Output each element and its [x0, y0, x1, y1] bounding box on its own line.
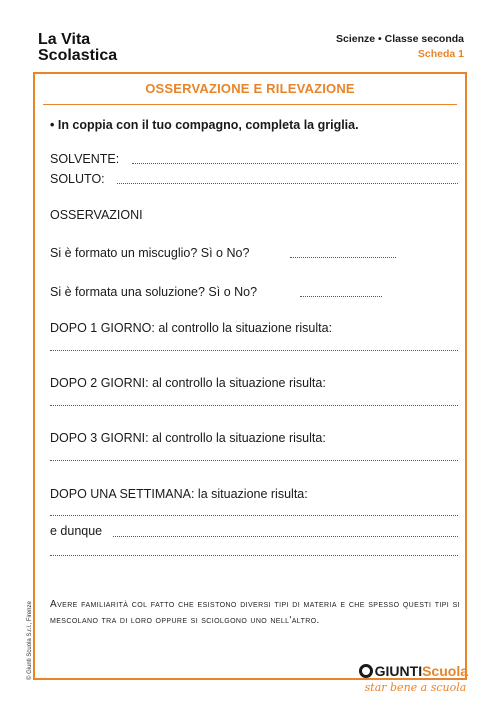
soluto-answer-line[interactable]	[117, 182, 458, 184]
title-divider	[43, 104, 457, 105]
copyright-credit	[27, 560, 39, 680]
dunque-answer-line-2[interactable]	[50, 554, 458, 556]
teacher-note: Avere familiarità col fatto che esistono diversi tipi di materia e che spesso questi tipi si mescolano tra di loro oppure si sciolgono uno nell'altro.	[50, 599, 460, 626]
header-info	[336, 32, 464, 62]
dopo-3-giorni-answer-line[interactable]	[50, 459, 458, 461]
soluzione-question: Si è formata una soluzione? Sì o No?	[50, 285, 258, 299]
brand-scuola: Scuola	[422, 663, 468, 679]
miscuglio-answer-line[interactable]	[290, 256, 396, 258]
worksheet-title: OSSERVAZIONE E RILEVAZIONE	[145, 81, 355, 96]
publisher-brand	[359, 663, 468, 694]
dopo-2-giorni-label: DOPO 2 GIORNI: al controllo la situazione risulta:	[50, 376, 326, 390]
dopo-1-giorno-answer-line[interactable]	[50, 349, 458, 351]
dunque-label: e dunque	[50, 524, 103, 538]
dopo-1-giorno-label: DOPO 1 GIORNO: al controllo la situazione risulta:	[50, 321, 333, 335]
dopo-settimana-answer-line[interactable]	[50, 514, 458, 516]
brand-tagline: star bene a scuola	[364, 681, 467, 694]
solvente-label: SOLVENTE:	[50, 152, 120, 166]
subject-label: Scienze • Classe seconda	[336, 33, 464, 45]
logo-line-2: Scolastica	[38, 47, 118, 64]
dopo-3-giorni-label: DOPO 3 GIORNI: al controllo la situazione risulta:	[50, 431, 326, 445]
soluto-label: SOLUTO:	[50, 172, 105, 186]
logo	[38, 32, 117, 64]
osservazioni-label: OSSERVAZIONI	[50, 208, 143, 222]
solvente-answer-line[interactable]	[132, 162, 458, 164]
copyright-text: © Giunti Scuola S.r.l., Firenze	[27, 601, 33, 680]
soluzione-answer-line[interactable]	[300, 295, 382, 297]
dopo-2-giorni-answer-line[interactable]	[50, 404, 458, 406]
sheet-label: Scheda 1	[417, 48, 464, 60]
miscuglio-question: Si è formato un miscuglio? Sì o No?	[50, 246, 250, 260]
giunti-g-icon	[359, 664, 373, 678]
dunque-answer-line-1[interactable]	[113, 535, 458, 537]
brand-name: GIUNTI	[374, 663, 423, 679]
instruction: • In coppia con il tuo compagno, completa la griglia.	[50, 118, 359, 132]
dopo-settimana-label: DOPO UNA SETTIMANA: la situazione risulta:	[50, 487, 308, 501]
logo-line-1: La Vita	[38, 31, 91, 48]
